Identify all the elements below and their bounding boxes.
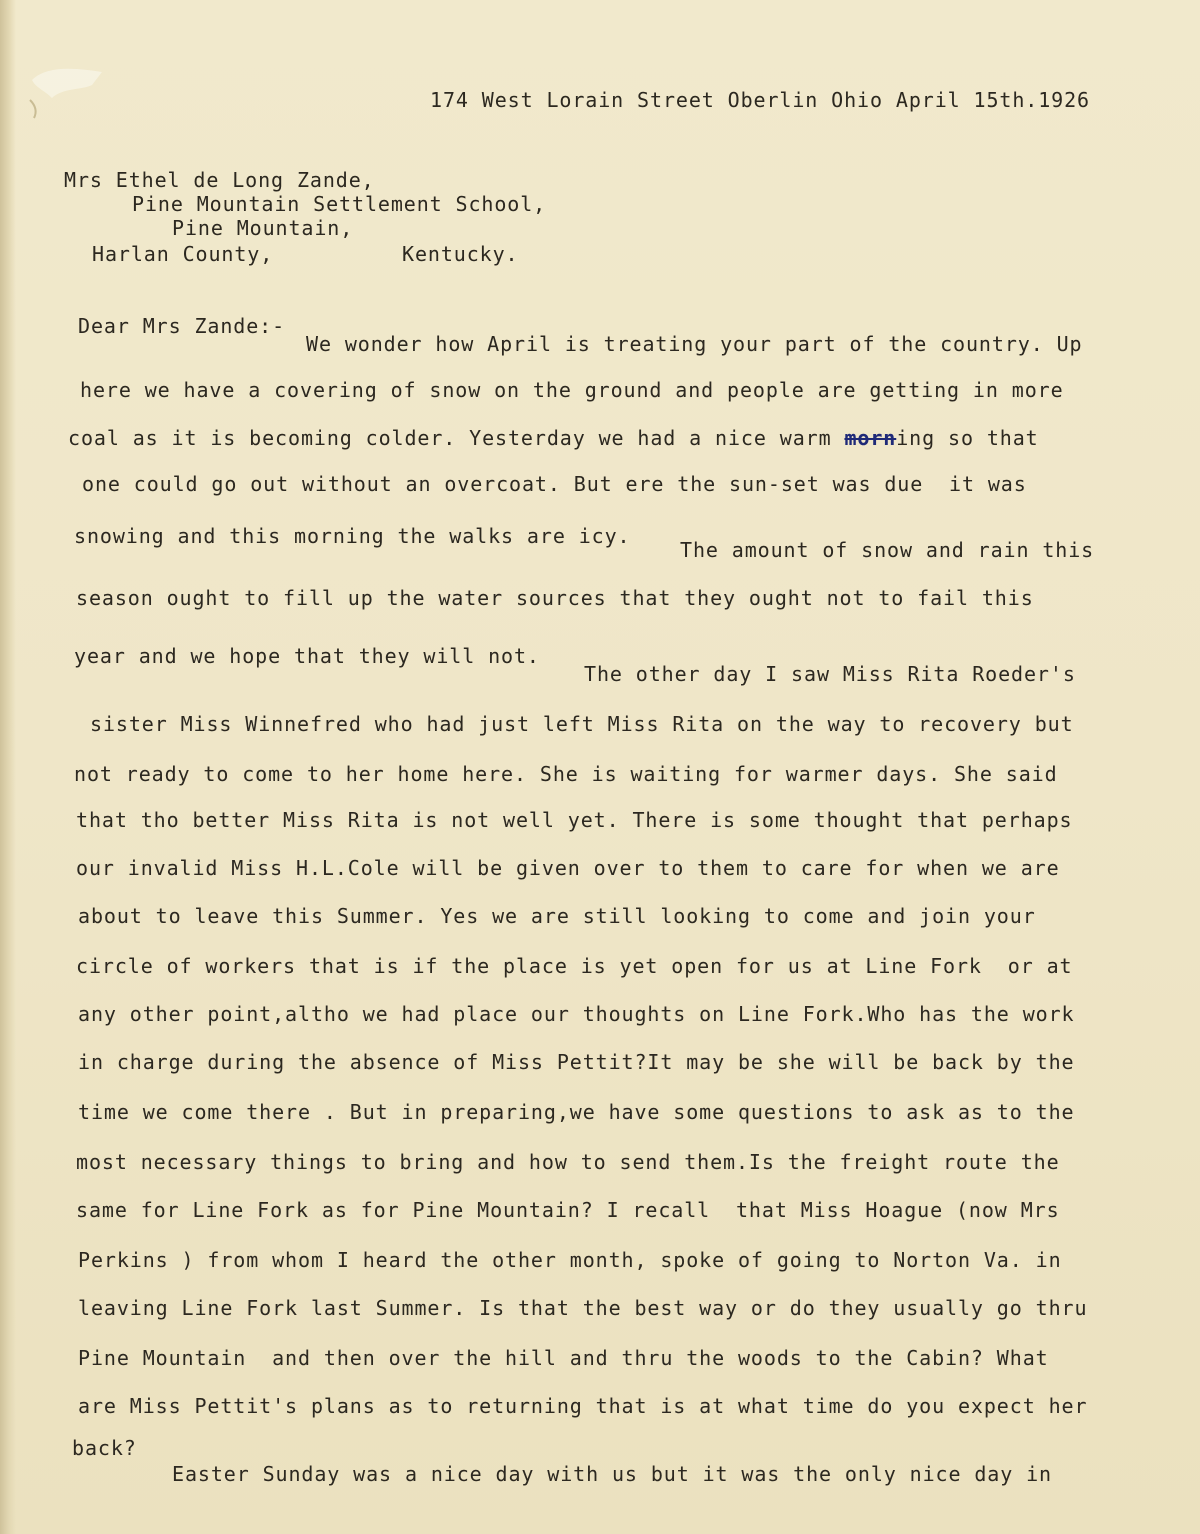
- body-line: The other day I saw Miss Rita Roeder's: [584, 662, 1076, 686]
- body-line: leaving Line Fork last Summer. Is that the best way or do they usually go thru: [78, 1296, 1088, 1320]
- body-line: one could go out without an overcoat. But ere the sun-set was due it was: [82, 472, 1027, 496]
- address-line-2: Pine Mountain Settlement School,: [132, 192, 547, 216]
- body-line: back?: [72, 1436, 137, 1460]
- address-line-1: Mrs Ethel de Long Zande,: [64, 168, 375, 192]
- address-line-3: Pine Mountain,: [172, 216, 354, 240]
- body-line-text: coal as it is becoming colder. Yesterday we had a nice warm: [68, 426, 845, 450]
- body-line: The amount of snow and rain this: [680, 538, 1095, 562]
- body-line: time we come there . But in preparing,we have some questions to ask as to the: [78, 1100, 1075, 1124]
- body-line: snowing and this morning the walks are icy.: [74, 524, 631, 548]
- body-line: not ready to come to her home here. She is waiting for warmer days. She said: [74, 762, 1058, 786]
- body-line: about to leave this Summer. Yes we are still looking to come and join your: [78, 904, 1036, 928]
- salutation: Dear Mrs Zande:-: [78, 314, 286, 338]
- address-line-4: Harlan County,: [92, 242, 274, 266]
- body-line-tail: ing so that: [896, 426, 1039, 450]
- body-line: year and we hope that they will not.: [74, 644, 540, 668]
- body-line: sister Miss Winnefred who had just left Miss Rita on the way to recovery but: [90, 712, 1074, 736]
- body-line: that tho better Miss Rita is not well yet. There is some thought that perhaps: [76, 808, 1073, 832]
- body-line: most necessary things to bring and how to send them.Is the freight route the: [76, 1150, 1060, 1174]
- handwritten-correction: morn: [844, 426, 897, 450]
- paper-left-edge: [0, 0, 16, 1534]
- body-line-with-correction: [68, 426, 1039, 450]
- body-line: are Miss Pettit's plans as to returning that is at what time do you expect her: [78, 1394, 1088, 1418]
- torn-corner-mark: [22, 60, 112, 130]
- body-line: circle of workers that is if the place is yet open for us at Line Fork or at: [76, 954, 1073, 978]
- body-line: Pine Mountain and then over the hill and thru the woods to the Cabin? What: [78, 1346, 1049, 1370]
- body-line: our invalid Miss H.L.Cole will be given over to them to care for when we are: [76, 856, 1060, 880]
- body-line: Easter Sunday was a nice day with us but it was the only nice day in: [172, 1462, 1052, 1486]
- body-line: Perkins ) from whom I heard the other month, spoke of going to Norton Va. in: [78, 1248, 1062, 1272]
- body-line: in charge during the absence of Miss Pettit?It may be she will be back by the: [78, 1050, 1075, 1074]
- body-line: here we have a covering of snow on the ground and people are getting in more: [80, 378, 1064, 402]
- body-line: same for Line Fork as for Pine Mountain? I recall that Miss Hoague (now Mrs: [76, 1198, 1060, 1222]
- body-line: season ought to fill up the water sources that they ought not to fail this: [76, 586, 1034, 610]
- address-line-5: Kentucky.: [402, 242, 519, 266]
- body-line: We wonder how April is treating your part of the country. Up: [306, 332, 1083, 356]
- body-line: any other point,altho we had place our thoughts on Line Fork.Who has the work: [78, 1002, 1075, 1026]
- dateline: 174 West Lorain Street Oberlin Ohio April 15th.1926: [430, 88, 1090, 112]
